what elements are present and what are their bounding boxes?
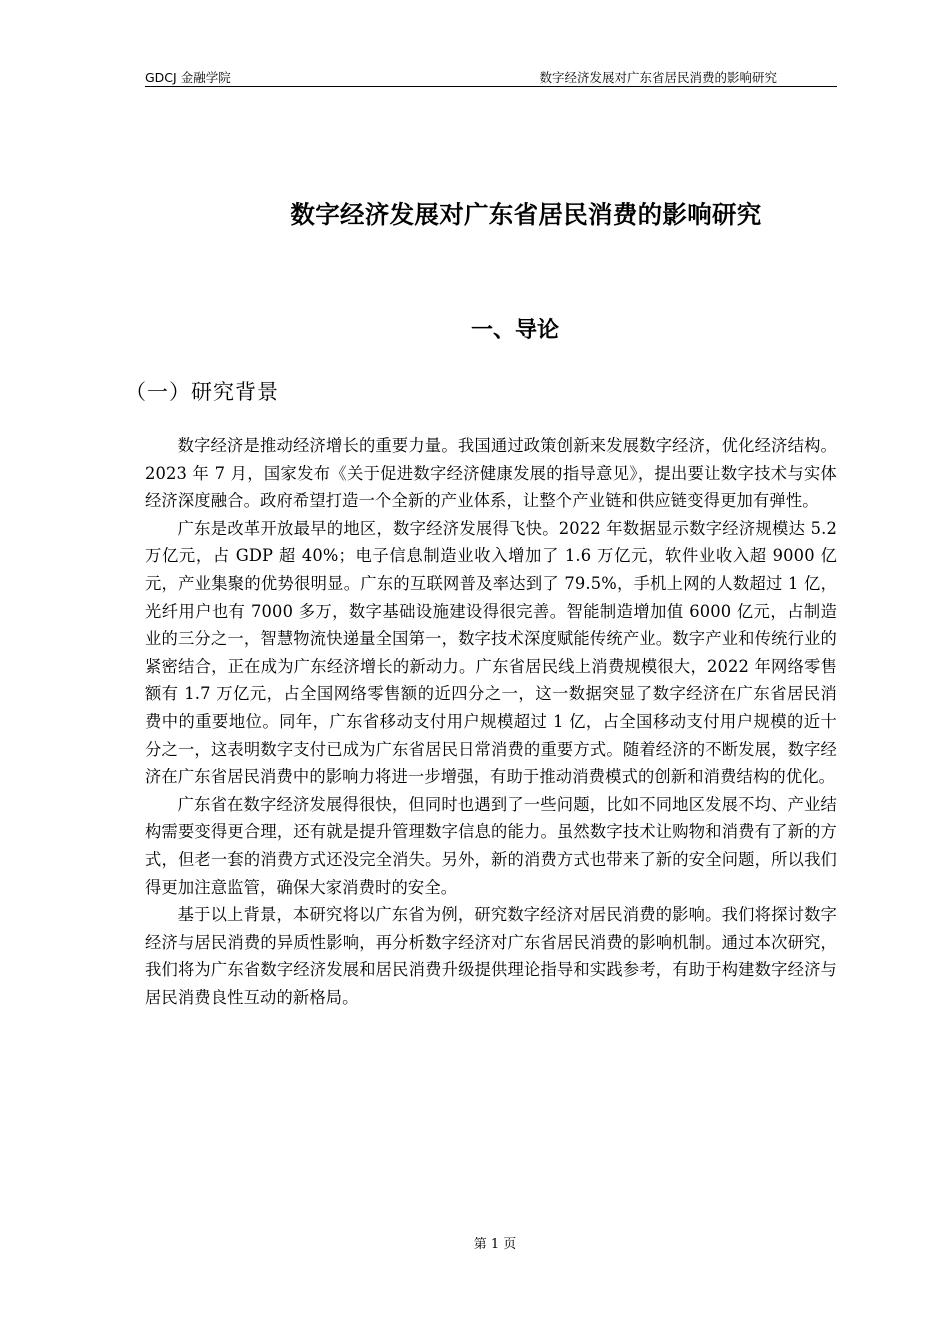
header-running-title: 数字经济发展对广东省居民消费的影响研究 [539,70,777,85]
section-heading: 一、导论 [470,318,559,343]
page-header [145,64,837,87]
paragraph: 基于以上背景，本研究将以广东省为例，研究数字经济对居民消费的影响。我们将探讨数字经济与居民消费的异质性影响，再分析数字经济对广东省居民消费的影响机制。通过本次研究，我们将为广东省数字经济发展和居民消费升级提供理论指导和实践参考，有助于构建数字经济与居民消费良性互动的新格局。 [145,905,837,1007]
body-text [145,432,837,1011]
document-title: 数字经济发展对广东省居民消费的影响研究 [290,200,762,229]
paragraph: 广东是改革开放最早的地区，数字经济发展得飞快。2022 年数据显示数字经济规模达 5.2 万亿元，占 GDP 超 40%；电子信息制造业收入增加了 1.6 万亿元，软件业收入超 9000 亿元，产业集聚的优势很明显。广东的互联网普及率达到了 79.5%，手机上网的人数超过 1 亿，光纤用户也有 7000 多万，数字基础设施建设得很完善。智能制造增加值 6000 亿元，占制造业的三分之一，智慧物流快递量全国第一，数字技术深度赋能传统产业。数字产业和传统行业的紧密结合，正在成为广东经济增长的新动力。广东省居民线上消费规模很大，2022 年网络零售额有 1.7 万亿元，占全国网络零售额的近四分之一，这一数据突显了数字经济在广东省居民消费中的重要地位。同年，广东省移动支付用户规模超过 1 亿，占全国移动支付用户规模的近十分之一，这表明数字支付已成为广东省居民日常消费的重要方式。随着经济的不断发展，数字经济在广东省居民消费中的影响力将进一步增强，有助于推动消费模式的创新和消费结构的优化。 [145,518,837,787]
header-institution: GDCJ 金融学院 [145,70,231,85]
paragraph: 数字经济是推动经济增长的重要力量。我国通过政策创新来发展数字经济，优化经济结构。2023 年 7 月，国家发布《关于促进数字经济健康发展的指导意见》，提出要让数字技术与实体经济深度融合。政府希望打造一个全新的产业体系，让整个产业链和供应链变得更加有弹性。 [145,436,837,511]
subsection-heading: （一）研究背景 [125,380,279,404]
paragraph: 广东省在数字经济发展得很快，但同时也遇到了一些问题，比如不同地区发展不均、产业结构需要变得更合理，还有就是提升管理数字信息的能力。虽然数字技术让购物和消费有了新的方式，但老一套的消费方式还没完全消失。另外，新的消费方式也带来了新的安全问题，所以我们得更加注意监管，确保大家消费时的安全。 [145,794,837,897]
page-number: 第 1 页 [473,1237,517,1252]
